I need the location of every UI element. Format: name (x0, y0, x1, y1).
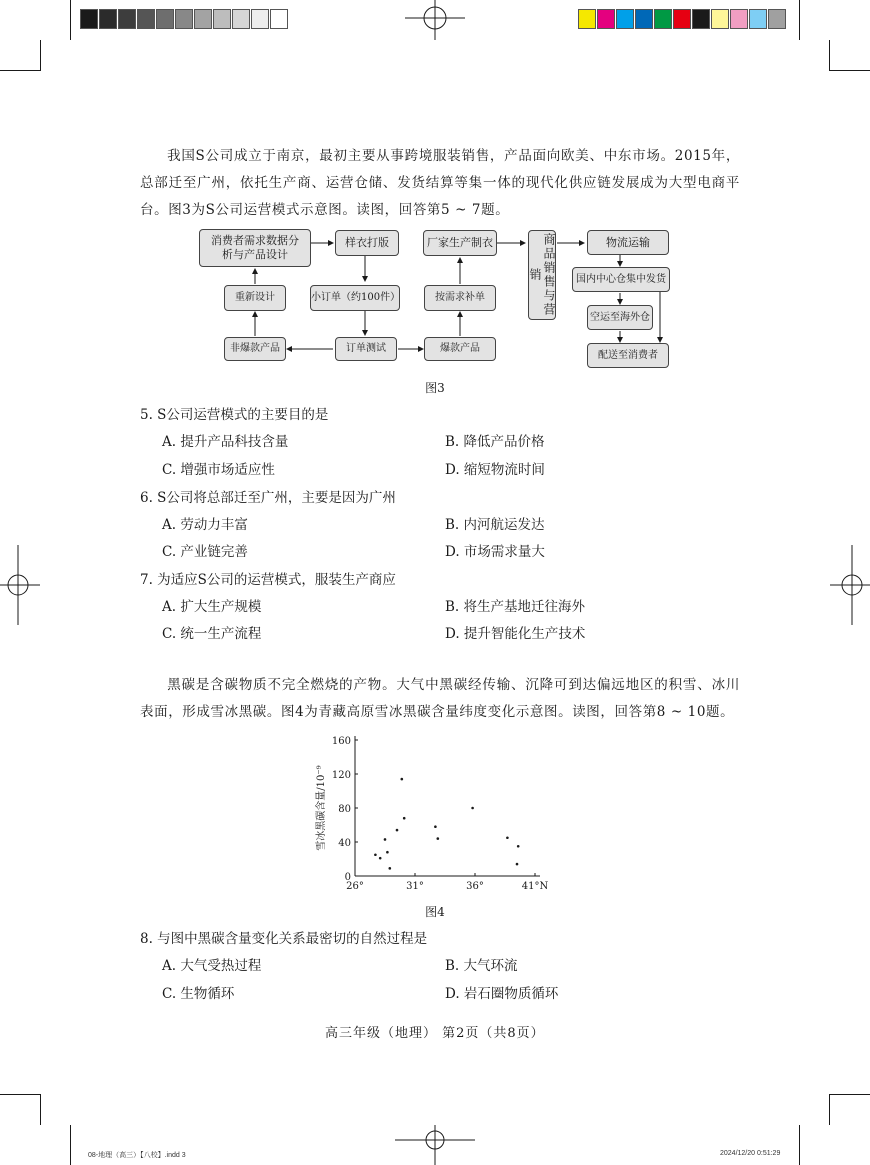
option-d: D. 市场需求量大 (445, 544, 545, 560)
flow-label: 爆款产品 (440, 343, 480, 354)
flow-sales (528, 230, 556, 320)
data-point (506, 836, 509, 839)
flow-non-hit (224, 337, 286, 361)
flow-label: 消费者需求数据分析与产品设计 (211, 234, 299, 261)
flow-label: 厂家生产制衣 (427, 236, 493, 249)
data-point (401, 778, 404, 781)
y-tick-label: 0 (344, 872, 351, 883)
option-c: C. 生物循环 (162, 986, 235, 1002)
question-stem: 5. S公司运营模式的主要目的是 (140, 407, 329, 423)
option-a: A. 大气受热过程 (162, 958, 262, 974)
crop-mark (0, 1094, 40, 1095)
figure3-caption: 图3 (425, 381, 445, 395)
x-tick-label: 41°N (521, 881, 549, 892)
flow-label: 重新设计 (235, 292, 275, 303)
flow-label: 空运至海外仓 (590, 311, 650, 323)
option-b: B. 大气环流 (445, 958, 518, 974)
registration-mark-bottom (395, 1125, 475, 1165)
flow-label: 订单测试 (346, 343, 386, 354)
flow-label: 非爆款产品 (230, 343, 280, 354)
option-a: A. 扩大生产规模 (162, 599, 262, 615)
flow-label: 商品销售与营销 (528, 233, 556, 317)
data-point (437, 837, 440, 840)
y-axis-label: 雪冰黑碳含量/10⁻⁹ (316, 765, 327, 851)
data-point (389, 867, 392, 870)
option-b: B. 将生产基地迁往海外 (445, 599, 586, 615)
x-tick-label: 26° (346, 881, 364, 892)
flow-sample (335, 230, 399, 256)
y-tick-label: 160 (331, 736, 351, 747)
crop-mark (830, 1094, 870, 1095)
y-tick-label: 40 (338, 838, 351, 849)
crop-mark (70, 1125, 71, 1165)
registration-mark-left (0, 545, 40, 625)
scatter-chart (300, 728, 580, 898)
flow-order-test (335, 337, 397, 361)
flow-label: 按需求补单 (435, 292, 485, 303)
crop-mark (799, 1125, 800, 1165)
flow-air-freight (587, 305, 653, 330)
data-point (379, 857, 382, 860)
passage-text: 黑碳是含碳物质不完全燃烧的产物。大气中黑碳经传输、沉降可到达偏远地区的积雪、冰川表面，形成雪冰黑碳。图4为青藏高原雪冰黑碳含量纬度变化示意图。读图，回答第8 ~ 10题。 (140, 677, 740, 720)
option-d: D. 提升智能化生产技术 (445, 626, 586, 642)
option-c: C. 统一生产流程 (162, 626, 262, 642)
data-point (374, 853, 377, 856)
option-b: B. 降低产品价格 (445, 434, 545, 450)
question-stem: 7. 为适应S公司的运营模式，服装生产商应 (140, 572, 396, 588)
timestamp-slug: 2024/12/20 0:51:29 (720, 1150, 781, 1157)
flow-redesign (224, 285, 286, 311)
flow-label: 国内中心仓集中发货 (576, 273, 666, 285)
figure4-caption: 图4 (425, 905, 445, 919)
option-a: A. 劳动力丰富 (162, 517, 248, 533)
option-a: A. 提升产品科技含量 (162, 434, 289, 450)
flow-consumer-analysis (199, 229, 311, 267)
flow-warehouse (572, 267, 670, 292)
option-c: C. 产业链完善 (162, 544, 248, 560)
flow-deliver (587, 343, 669, 368)
flow-label: 小订单（约100件） (311, 292, 401, 303)
option-d: D. 缩短物流时间 (445, 462, 545, 478)
crop-mark (829, 1094, 830, 1125)
y-tick-label: 120 (331, 770, 351, 781)
passage-text: 我国S公司成立于南京，最初主要从事跨境服装销售，产品面向欧美、中东市场。2015年，总部迁至广州，依托生产商、运营仓储、发货结算等集一体的现代化供应链发展成为大型电商平台。图3为S公司运营模式示意图。读图，回答第5 ~ 7题。 (140, 148, 740, 218)
flow-label: 配送至消费者 (598, 349, 658, 361)
option-c: C. 增强市场适应性 (162, 462, 275, 478)
flow-label: 物流运输 (606, 235, 650, 249)
data-point (517, 845, 520, 848)
flow-restock (424, 285, 496, 311)
crop-mark (40, 1094, 41, 1125)
flow-small-order (310, 285, 400, 311)
x-tick-label: 36° (466, 881, 484, 892)
file-slug: 08-地理（高三）【八校】.indd 3 (88, 1152, 186, 1159)
question-stem: 8. 与图中黑碳含量变化关系最密切的自然过程是 (140, 931, 428, 947)
data-point (471, 807, 474, 810)
data-point (434, 825, 437, 828)
x-tick-label: 31° (406, 881, 424, 892)
data-point (516, 863, 519, 866)
data-point (386, 851, 389, 854)
passage-intro-2 (140, 672, 740, 726)
data-point (384, 838, 387, 841)
data-point (396, 829, 399, 832)
y-tick-label: 80 (338, 804, 351, 815)
option-d: D. 岩石圈物质循环 (445, 986, 559, 1002)
data-point (403, 817, 406, 820)
flow-label: 样衣打版 (345, 236, 389, 249)
page-footer: 高三年级（地理） 第2页（共8页） (325, 1026, 545, 1041)
question-stem: 6. S公司将总部迁至广州，主要是因为广州 (140, 490, 396, 506)
flow-hit (424, 337, 496, 361)
registration-mark-right (830, 545, 870, 625)
flow-factory (423, 230, 497, 256)
flow-logistics (587, 230, 669, 255)
option-b: B. 内河航运发达 (445, 517, 545, 533)
